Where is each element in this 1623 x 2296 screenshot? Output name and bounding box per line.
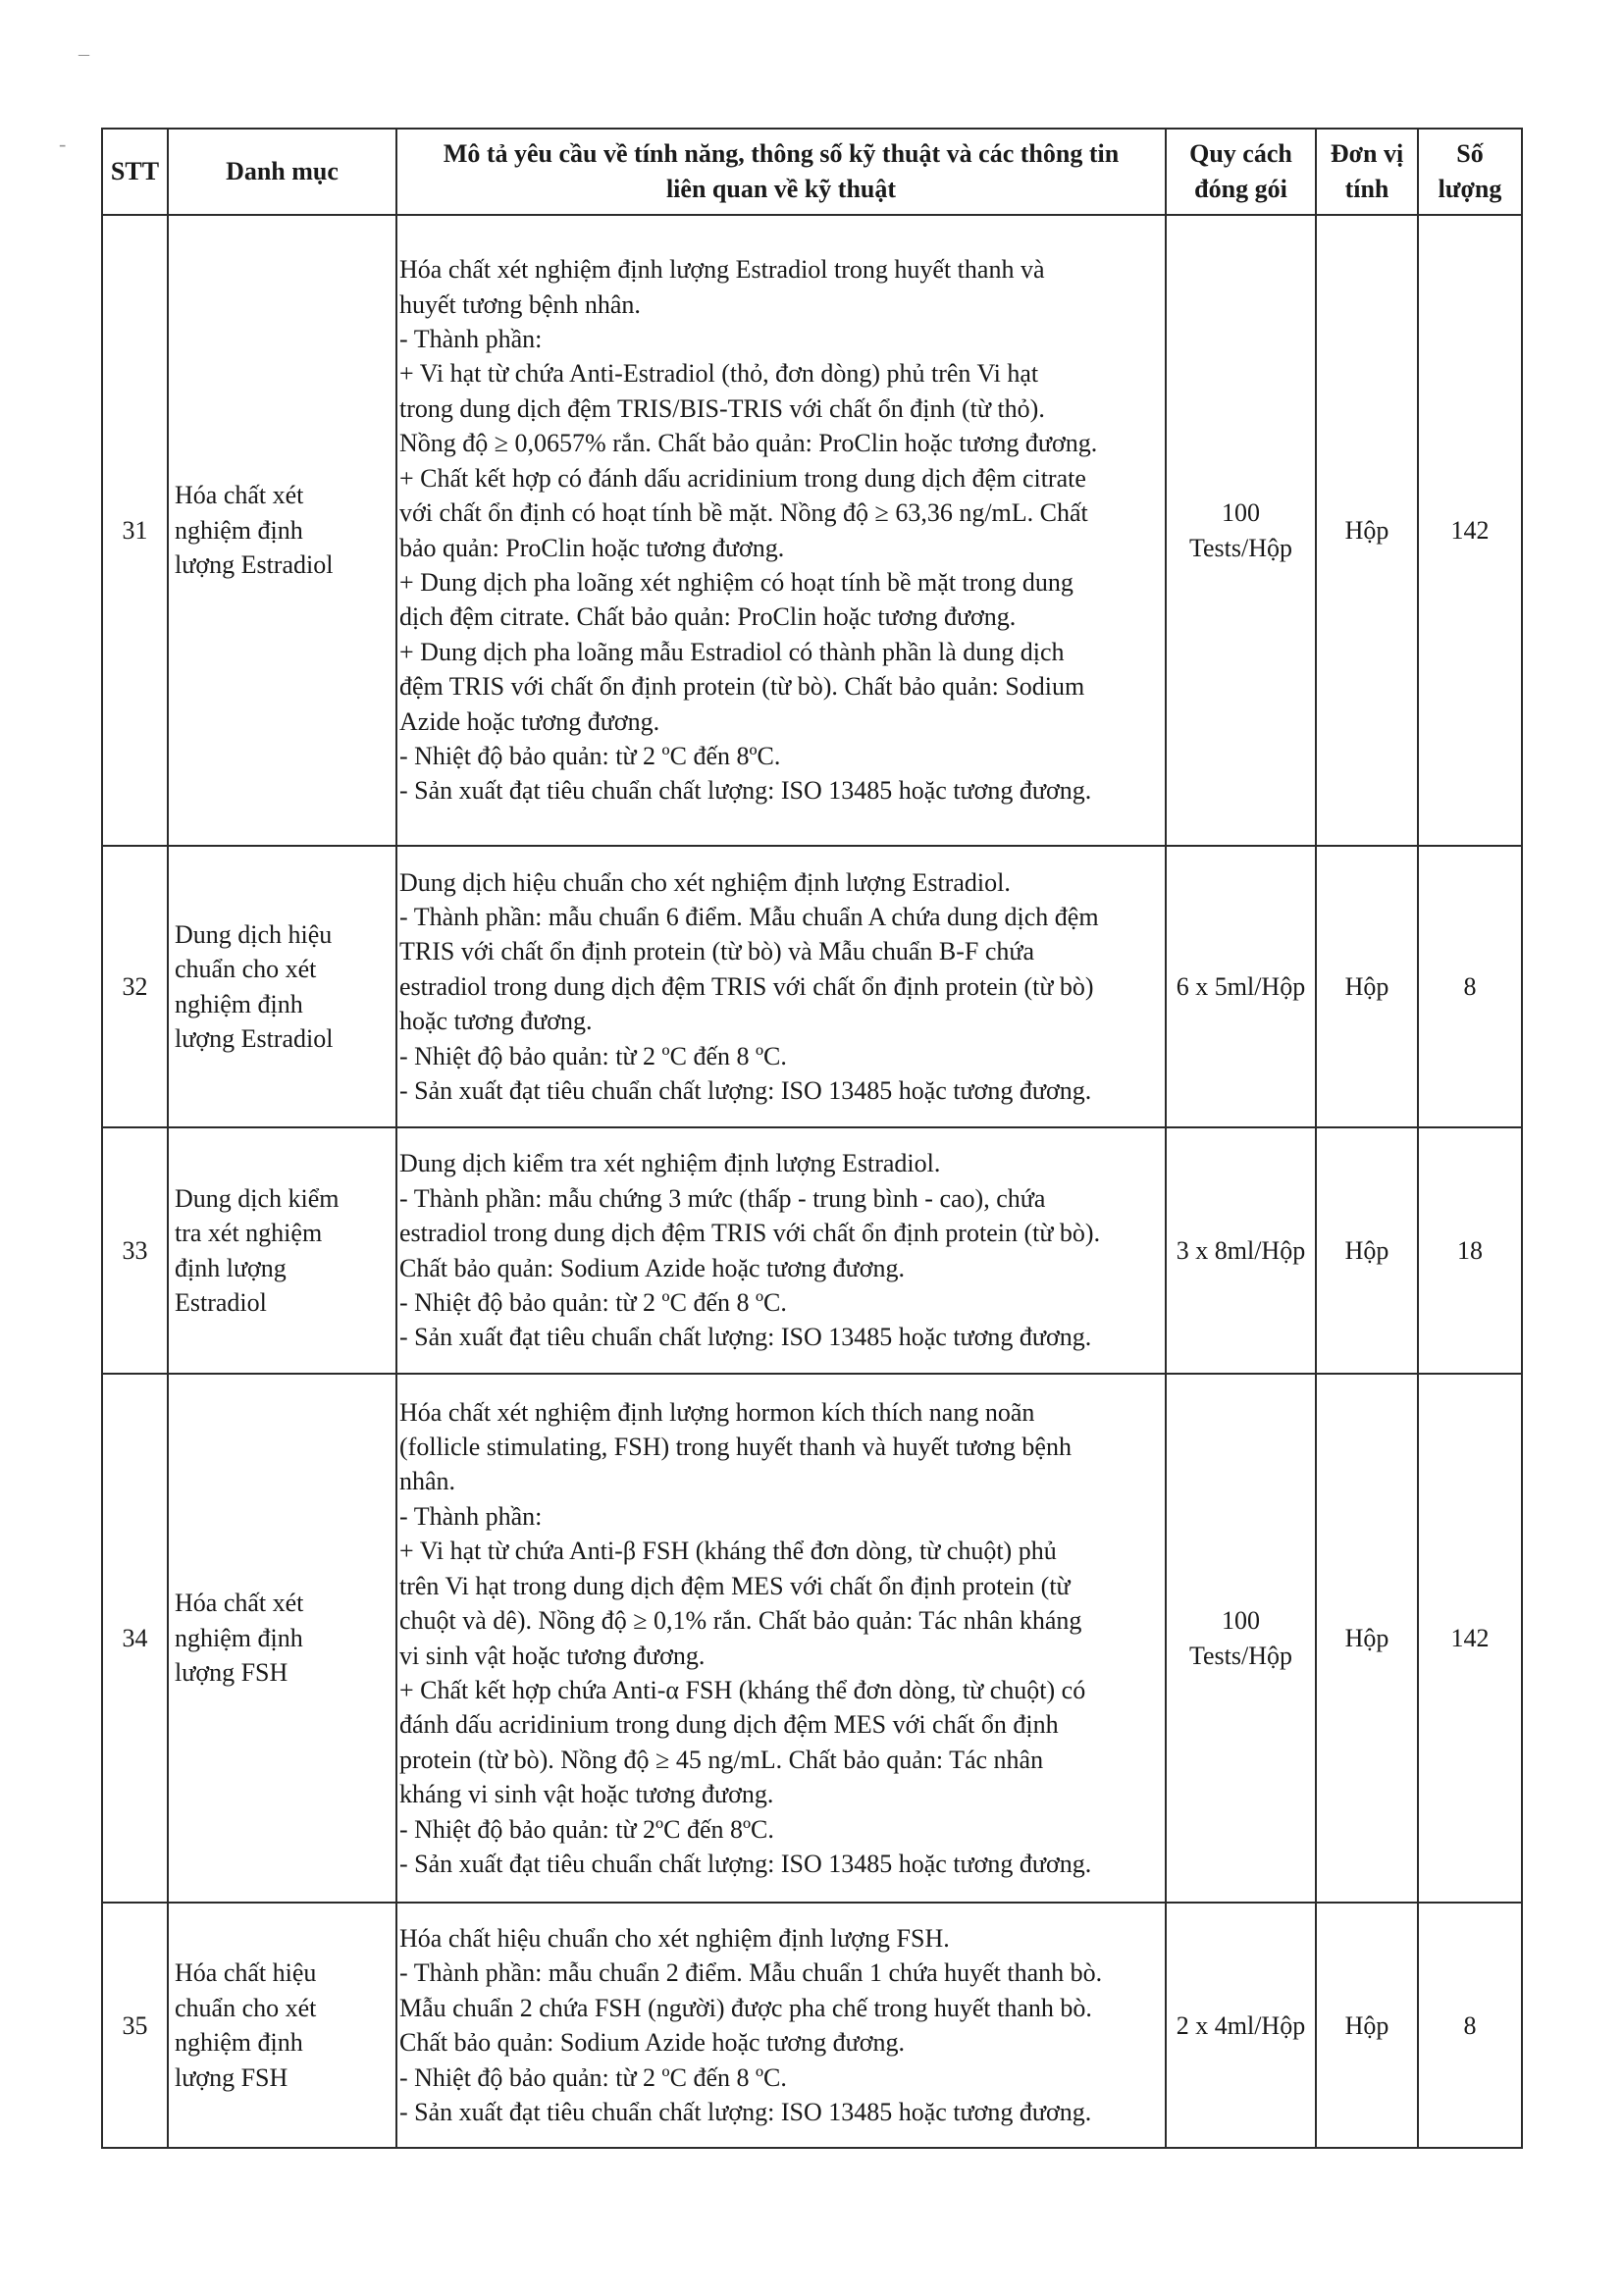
description-line: - Thành phần: bbox=[399, 1501, 543, 1531]
description-line: + Chất kết hợp chứa Anti-α FSH (kháng thể đơn dòng, từ chuột) có bbox=[399, 1675, 1086, 1704]
quantity: 8 bbox=[1418, 846, 1522, 1127]
table-row bbox=[102, 1127, 1522, 1374]
description-line: Dung dịch kiểm tra xét nghiệm định lượng Estradiol. bbox=[399, 1149, 941, 1178]
table-header bbox=[102, 129, 1522, 215]
description-line: - Nhiệt độ bảo quản: từ 2 ºC đến 8 ºC. bbox=[399, 1041, 787, 1070]
description-line: Chất bảo quản: Sodium Azide hoặc tương đương. bbox=[399, 2028, 905, 2058]
description-line: - Thành phần: bbox=[399, 325, 543, 354]
description-line: Hóa chất hiệu chuẩn cho xét nghiệm định lượng FSH. bbox=[399, 1924, 950, 1953]
description-line: - Sản xuất đạt tiêu chuẩn chất lượng: ISO 13485 hoặc tương đương. bbox=[399, 1323, 1092, 1352]
description-line: estradiol trong dung dịch đệm TRIS với chất ổn định protein (từ bò). bbox=[399, 1219, 1101, 1248]
item-name: Dung dịch kiểm tra xét nghiệm định lượng Estradiol bbox=[168, 1127, 396, 1374]
table-row bbox=[102, 846, 1522, 1127]
item-description bbox=[396, 846, 1166, 1127]
description-line: nhân. bbox=[399, 1467, 456, 1496]
quantity: 142 bbox=[1418, 1374, 1522, 1903]
item-description bbox=[396, 215, 1166, 846]
description-line: + Chất kết hợp có đánh dấu acridinium trong dung dịch đệm citrate bbox=[399, 463, 1086, 493]
quantity: 142 bbox=[1418, 215, 1522, 846]
description-line: Nồng độ ≥ 0,0657% rắn. Chất bảo quản: ProClin hoặc tương đương. bbox=[399, 429, 1098, 458]
description-line: trên Vi hạt trong dung dịch đệm MES với chất ổn định protein (từ bbox=[399, 1571, 1071, 1600]
description-line: Hóa chất xét nghiệm định lượng Estradiol trong huyết thanh và bbox=[399, 255, 1045, 285]
table-row bbox=[102, 1903, 1522, 2148]
packaging-spec: 100 Tests/Hộp bbox=[1166, 215, 1316, 846]
scan-mark-top: _ bbox=[79, 33, 89, 58]
unit: Hộp bbox=[1316, 1903, 1418, 2148]
header-description bbox=[396, 129, 1166, 215]
item-name: Hóa chất hiệu chuẩn cho xét nghiệm định lượng FSH bbox=[168, 1903, 396, 2148]
quantity: 8 bbox=[1418, 1903, 1522, 2148]
description-line: - Sản xuất đạt tiêu chuẩn chất lượng: ISO 13485 hoặc tương đương. bbox=[399, 2098, 1092, 2127]
description-line: - Sản xuất đạt tiêu chuẩn chất lượng: ISO 13485 hoặc tương đương. bbox=[399, 1849, 1092, 1878]
row-number: 33 bbox=[102, 1127, 168, 1374]
header-category: Danh mục bbox=[168, 129, 396, 215]
description-line: chuột và dê). Nồng độ ≥ 0,1% rắn. Chất bảo quản: Tác nhân kháng bbox=[399, 1606, 1082, 1636]
description-line: kháng vi sinh vật hoặc tương đương. bbox=[399, 1780, 774, 1809]
description-line: Mẫu chuẩn 2 chứa FSH (người) được pha chế trong huyết thanh bò. bbox=[399, 1993, 1092, 2022]
description-line: (follicle stimulating, FSH) trong huyết thanh và huyết tương bệnh bbox=[399, 1433, 1072, 1462]
description-line: Azide hoặc tương đương. bbox=[399, 706, 660, 736]
description-line: trong dung dịch đệm TRIS/BIS-TRIS với chất ổn định (từ thỏ). bbox=[399, 393, 1045, 423]
description-line: - Nhiệt độ bảo quản: từ 2 ºC đến 8 ºC. bbox=[399, 2062, 787, 2092]
description-line: Dung dịch hiệu chuẩn cho xét nghiệm định lượng Estradiol. bbox=[399, 867, 1011, 897]
item-description bbox=[396, 1127, 1166, 1374]
description-line: vi sinh vật hoặc tương đương. bbox=[399, 1641, 706, 1670]
table-row bbox=[102, 1374, 1522, 1903]
description-line: hoặc tương đương. bbox=[399, 1007, 593, 1036]
description-line: - Thành phần: mẫu chuẩn 2 điểm. Mẫu chuẩn 1 chứa huyết thanh bò. bbox=[399, 1958, 1103, 1988]
item-name: Hóa chất xét nghiệm định lượng Estradiol bbox=[168, 215, 396, 846]
description-line: protein (từ bò). Nồng độ ≥ 45 ng/mL. Chất bảo quản: Tác nhân bbox=[399, 1745, 1044, 1774]
description-line: + Dung dịch pha loãng xét nghiệm có hoạt tính bề mặt trong dung bbox=[399, 567, 1073, 597]
description-line: + Vi hạt từ chứa Anti-β FSH (kháng thể đơn dòng, từ chuột) phủ bbox=[399, 1537, 1057, 1566]
packaging-spec: 2 x 4ml/Hộp bbox=[1166, 1903, 1316, 2148]
description-line: + Dung dịch pha loãng mẫu Estradiol có thành phần là dung dịch bbox=[399, 637, 1065, 666]
packaging-spec: 3 x 8ml/Hộp bbox=[1166, 1127, 1316, 1374]
description-line: dịch đệm citrate. Chất bảo quản: ProClin hoặc tương đương. bbox=[399, 602, 1017, 632]
description-line: + Vi hạt từ chứa Anti-Estradiol (thỏ, đơn dòng) phủ trên Vi hạt bbox=[399, 359, 1039, 389]
description-line: - Thành phần: mẫu chứng 3 mức (thấp - trung bình - cao), chứa bbox=[399, 1183, 1046, 1213]
unit: Hộp bbox=[1316, 846, 1418, 1127]
description-line: - Sản xuất đạt tiêu chuẩn chất lượng: ISO 13485 hoặc tương đương. bbox=[399, 1076, 1092, 1106]
description-line: đánh dấu acridinium trong dung dịch đệm MES với chất ổn định bbox=[399, 1710, 1059, 1740]
description-line: Chất bảo quản: Sodium Azide hoặc tương đương. bbox=[399, 1253, 905, 1282]
quantity: 18 bbox=[1418, 1127, 1522, 1374]
header-description-line: Mô tả yêu cầu về tính năng, thông số kỹ thuật và các thông tin bbox=[443, 139, 1120, 168]
item-name: Dung dịch hiệu chuẩn cho xét nghiệm định lượng Estradiol bbox=[168, 846, 396, 1127]
unit: Hộp bbox=[1316, 215, 1418, 846]
description-line: - Sản xuất đạt tiêu chuẩn chất lượng: ISO 13485 hoặc tương đương. bbox=[399, 776, 1092, 806]
unit: Hộp bbox=[1316, 1127, 1418, 1374]
row-number: 32 bbox=[102, 846, 168, 1127]
table-body bbox=[102, 215, 1522, 2148]
description-line: Hóa chất xét nghiệm định lượng hormon kích thích nang noãn bbox=[399, 1397, 1035, 1427]
specification-table bbox=[101, 128, 1523, 2149]
table-row bbox=[102, 215, 1522, 846]
description-line: huyết tương bệnh nhân. bbox=[399, 289, 641, 319]
packaging-spec: 100 Tests/Hộp bbox=[1166, 1374, 1316, 1903]
description-line: - Nhiệt độ bảo quản: từ 2 ºC đến 8ºC. bbox=[399, 741, 781, 770]
header-description-line: liên quan về kỹ thuật bbox=[665, 175, 897, 203]
description-line: TRIS với chất ổn định protein (từ bò) và Mẫu chuẩn B-F chứa bbox=[399, 937, 1035, 966]
description-line: estradiol trong dung dịch đệm TRIS với chất ổn định protein (từ bò) bbox=[399, 971, 1094, 1001]
row-number: 31 bbox=[102, 215, 168, 846]
header-packaging: Quy cách đóng gói bbox=[1166, 129, 1316, 215]
description-line: - Thành phần: mẫu chuẩn 6 điểm. Mẫu chuẩn A chứa dung dịch đệm bbox=[399, 902, 1099, 931]
item-description bbox=[396, 1903, 1166, 2148]
item-description bbox=[396, 1374, 1166, 1903]
item-name: Hóa chất xét nghiệm định lượng FSH bbox=[168, 1374, 396, 1903]
header-quantity: Số lượng bbox=[1418, 129, 1522, 215]
header-unit: Đơn vị tính bbox=[1316, 129, 1418, 215]
description-line: bảo quản: ProClin hoặc tương đương. bbox=[399, 533, 785, 562]
header-stt: STT bbox=[102, 129, 168, 215]
description-line: với chất ổn định có hoạt tính bề mặt. Nồng độ ≥ 63,36 ng/mL. Chất bbox=[399, 498, 1088, 528]
packaging-spec: 6 x 5ml/Hộp bbox=[1166, 846, 1316, 1127]
row-number: 35 bbox=[102, 1903, 168, 2148]
description-line: - Nhiệt độ bảo quản: từ 2ºC đến 8ºC. bbox=[399, 1814, 774, 1844]
scan-mark-left: - bbox=[59, 131, 67, 156]
description-line: - Nhiệt độ bảo quản: từ 2 ºC đến 8 ºC. bbox=[399, 1287, 787, 1317]
description-line: đệm TRIS với chất ổn định protein (từ bò). Chất bảo quản: Sodium bbox=[399, 672, 1085, 702]
unit: Hộp bbox=[1316, 1374, 1418, 1903]
row-number: 34 bbox=[102, 1374, 168, 1903]
